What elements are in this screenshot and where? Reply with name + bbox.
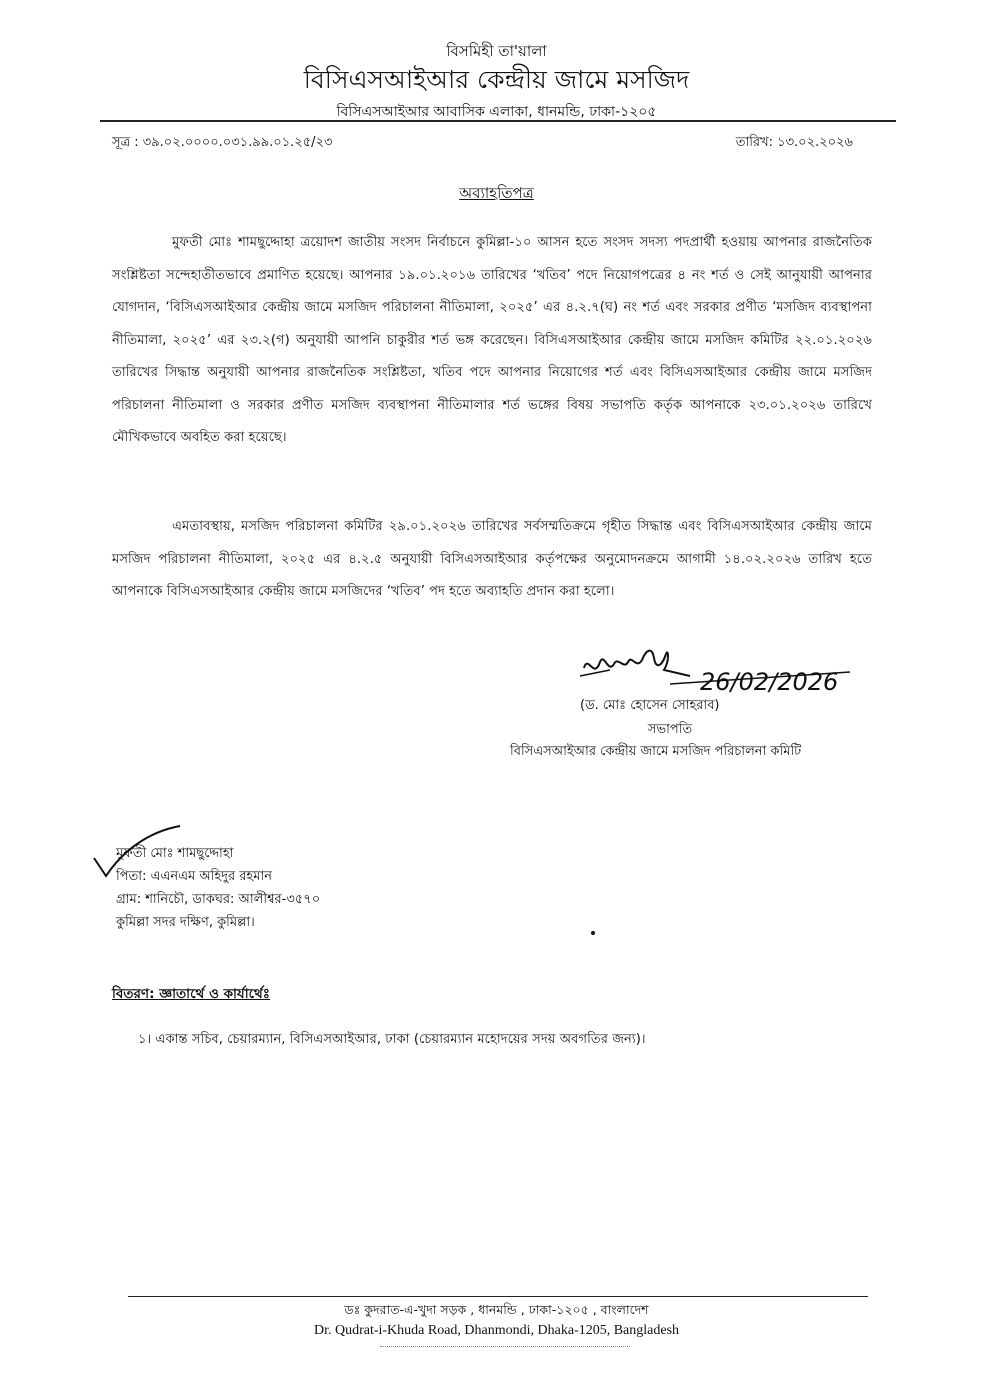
footer-truncated-line xyxy=(380,1346,630,1350)
footer-address-english: Dr. Qudrat-i-Khuda Road, Dhanmondi, Dhaka-1205, Bangladesh xyxy=(313,1323,680,1338)
signature-block xyxy=(500,640,880,770)
footer-divider xyxy=(128,1296,868,1297)
recipient-district: কুমিল্লা সদর দক্ষিণ, কুমিল্লা। xyxy=(116,915,255,930)
recipient-address xyxy=(116,842,320,934)
signatory-name: (ড. মোঃ হোসেন সোহরাব) xyxy=(580,698,720,713)
signatory-role: সভাপতি xyxy=(647,722,693,737)
body-paragraph-1: মুফতী মোঃ শামছুদ্দোহা ত্রয়োদশ জাতীয় সংসদ নির্বাচনে কুমিল্লা-১০ আসন হতে সংসদ সদস্য পদপ্রার্থী হওয়ায় আপনার রাজনৈতিক সংশ্লিষ্টতা সন্দেহাতীতভাবে প্রমাণিত হয়েছে। আপনার ১৯.০১.২০১৬ তারিখের ‘খতিব’ পদে নিয়োগপত্রের ৪ নং শর্ত ও সেই আনুযায়ী আপনার যোগদান, ‘বিসিএসআইআর কেন্দ্রীয় জামে মসজিদ পরিচালনা নীতিমালা, ২০২৫’ এর ৪.২.৭(ঘ) নং শর্ত এবং সরকার প্রণীত ‘মসজিদ ব্যবস্থাপনা নীতিমালা, ২০২৫’ এর ২৩.২(গ) অনুযায়ী আপনি চাকুরীর শর্ত ভঙ্গ করেছেন। বিসিএসআইআর কেন্দ্রীয় জামে মসজিদ কমিটির ২২.০১.২০২৬ তারিখের সিদ্ধান্ত অনুযায়ী আপনার রাজনৈতিক সংশ্লিষ্টতা, খতিব পদে আপনার নিয়োগের শর্ত এবং বিসিএসআইআর কেন্দ্রীয় জামে মসজিদ পরিচালনা নীতিমালা ও সরকার প্রণীত মসজিদ ব্যবস্থাপনা নীতিমালার শর্ত ভঙ্গের বিষয় সভাপতি কর্তৃক আপনাকে ২৩.০১.২০২৬ তারিখে মৌখিকভাবে অবহিত করা হয়েছে। xyxy=(112,235,872,445)
footer-address-bangla: ডঃ কুদরাত-এ-খুদা সড়ক , ধানমন্ডি , ঢাকা-১২০৫ , বাংলাদেশ xyxy=(344,1302,649,1317)
signatory-committee: বিসিএসআইআর কেন্দ্রীয় জামে মসজিদ পরিচালনা কমিটি xyxy=(510,744,802,759)
handwritten-date: 26/02/2026 xyxy=(700,668,839,696)
handwritten-signature xyxy=(570,640,870,700)
distribution-heading: বিতরণ: জ্ঞাতার্থে ও কার্যার্থেঃ xyxy=(112,986,270,1002)
letter-date: তারিখ: ১৩.০২.২০২৬ xyxy=(735,135,853,150)
recipient-father: পিতা: এএনএম অহিদুর রহমান xyxy=(116,869,273,884)
recipient-name: মুফতী মোঃ শামছুদ্দোহা xyxy=(116,846,234,861)
memo-reference: সূত্র : ৩৯.০২.০০০০.০৩১.৯৯.০১.২৫/২৩ xyxy=(112,135,333,150)
organization-title: বিসিএসআইআর কেন্দ্রীয় জামে মসজিদ xyxy=(303,65,690,94)
letter-heading: অব্যাহতিপত্র xyxy=(459,184,534,202)
body-paragraph-2: এমতাবস্থায়, মসজিদ পরিচালনা কমিটির ২৯.০১.২০২৬ তারিখের সর্বসম্মতিক্রমে গৃহীত সিদ্ধান্ত এবং বিসিএসআইআর কেন্দ্রীয় জামে মসজিদ পরিচালনা নীতিমালা, ২০২৫ এর ৪.২.৫ অনুযায়ী বিসিএসআইআর কর্তৃপক্ষের অনুমোদনক্রমে আগামী ১৪.০২.২০২৬ তারিখ হতে আপনাকে বিসিএসআইআর কেন্দ্রীয় জামে মসজিদের ‘খতিব’ পদ হতে অব্যাহতি প্রদান করা হলো। xyxy=(112,519,872,599)
recipient-village: গ্রাম: শানিচৌ, ডাকঘর: আলীশ্বর-৩৫৭০ xyxy=(116,892,321,907)
distribution-item: ১। একান্ত সচিব, চেয়ারম্যান, বিসিএসআইআর, ঢাকা (চেয়ারম্যান মহোদয়ের সদয় অবগতির জন্য)। xyxy=(138,1032,646,1047)
bismillah-text: বিসমিহী তা'য়ালা xyxy=(446,42,547,60)
stray-mark xyxy=(591,931,595,935)
organization-address: বিসিএসআইআর আবাসিক এলাকা, ধানমন্ডি, ঢাকা-১২০৫ xyxy=(336,104,657,120)
header-divider xyxy=(100,120,896,122)
